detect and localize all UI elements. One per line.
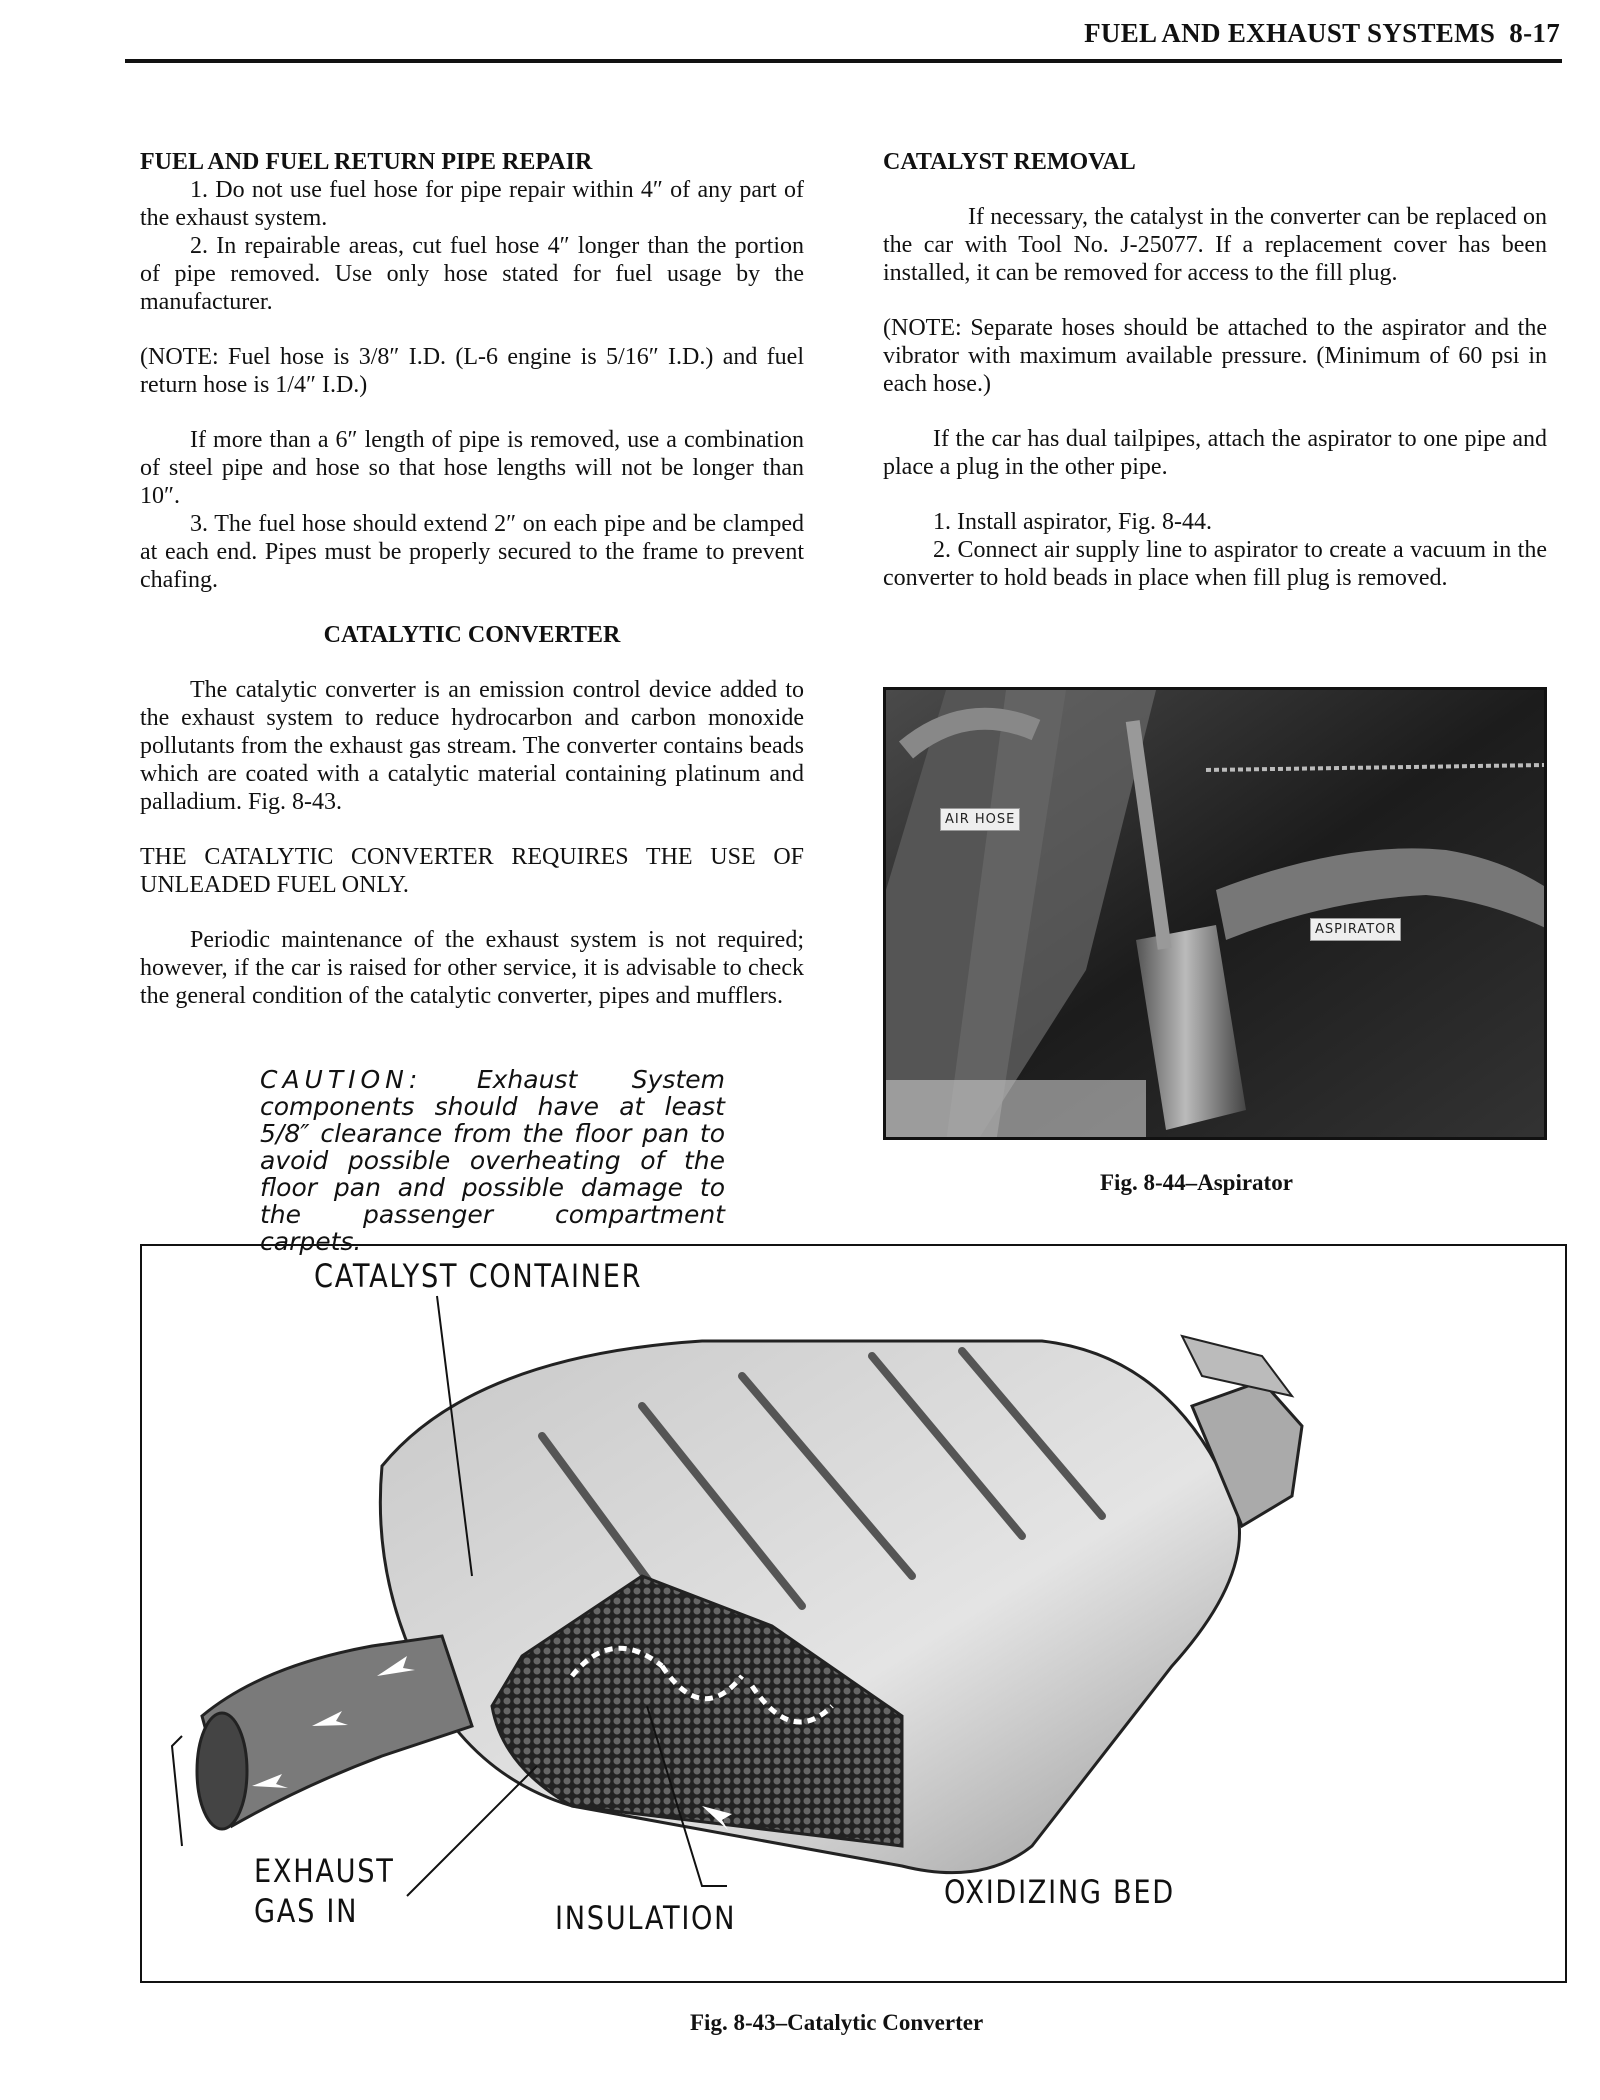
heading-pipe-repair: FUEL AND FUEL RETURN PIPE REPAIR	[140, 149, 593, 175]
caution-note	[260, 1066, 725, 1255]
header-rule	[125, 59, 1562, 63]
catalyst-container-label: CATALYST CONTAINER	[314, 1257, 643, 1295]
paragraph: The catalytic converter is an emission control device added to the exhaust system to reduce hydrocarbon and carbon monoxide pollutants from the exhaust gas stream. The converter contains beads which are coated with a catalytic material containing platinum and palladium. Fig. 8-43.	[140, 677, 804, 815]
paragraph: 3. The fuel hose should extend 2″ on each pipe and be clamped at each end. Pipes must be properly secured to the frame to prevent chafing.	[140, 511, 804, 593]
heading-catalytic-converter: CATALYTIC CONVERTER	[323, 622, 621, 648]
aspirator-photo-image	[886, 690, 1547, 1140]
right-column	[883, 148, 1547, 619]
note: (NOTE: Fuel hose is 3/8″ I.D. (L-6 engine is 5/16″ I.D.) and fuel return hose is 1/4″ I.D.)	[140, 344, 804, 398]
step: 1. Install aspirator, Fig. 8-44.	[933, 509, 1212, 535]
caution-text: Exhaust System components should have at least 5/8″ clearance from the floor pan to avoid possible overheating of the floor pan and possible damage to the passenger compartment carpets.	[260, 1065, 725, 1256]
catalytic-converter-figure	[140, 1244, 1567, 1983]
fig-8-43-caption: Fig. 8-43–Catalytic Converter	[690, 2010, 984, 2035]
air-hose-label: AIR HOSE	[940, 808, 1020, 831]
oxidizing-bed-label: OXIDIZING BED	[944, 1873, 1175, 1911]
exhaust-gas-in-label	[254, 1851, 395, 1931]
warning-paragraph: THE CATALYTIC CONVERTER REQUIRES THE USE OF UNLEADED FUEL ONLY.	[140, 844, 804, 898]
step: 2. Connect air supply line to aspirator to create a vacuum in the converter to hold beads in place when fill plug is removed.	[883, 537, 1547, 591]
caution-label: CAUTION:	[260, 1065, 423, 1094]
paragraph: If necessary, the catalyst in the converter can be replaced on the car with Tool No. J-25077. If a replacement cover has been installed, it can be removed for access to the fill plug.	[883, 204, 1547, 286]
insulation-label: INSULATION	[555, 1899, 737, 1937]
page-number: 8-17	[1509, 18, 1560, 48]
aspirator-label: ASPIRATOR	[1310, 918, 1401, 941]
fig-8-44-caption: Fig. 8-44–Aspirator	[1100, 1170, 1293, 1195]
paragraph: Periodic maintenance of the exhaust system is not required; however, if the car is raised for other service, it is advisable to check the general condition of the catalytic converter, pipes and mufflers.	[140, 927, 804, 1009]
exhaust-label-line2: GAS IN	[254, 1892, 359, 1930]
note: (NOTE: Separate hoses should be attached to the aspirator and the vibrator with maximum available pressure. (Minimum of 60 psi in each hose.)	[883, 315, 1547, 397]
paragraph: If the car has dual tailpipes, attach the aspirator to one pipe and place a plug in the other pipe.	[883, 426, 1547, 480]
exhaust-label-line1: EXHAUST	[254, 1852, 395, 1890]
paragraph: If more than a 6″ length of pipe is removed, use a combination of steel pipe and hose so that hose lengths will not be longer than 10″.	[140, 427, 804, 509]
paragraph: 2. In repairable areas, cut fuel hose 4″ longer than the portion of pipe removed. Use only hose stated for fuel usage by the manufacturer.	[140, 233, 804, 315]
paragraph: 1. Do not use fuel hose for pipe repair within 4″ of any part of the exhaust system.	[140, 177, 804, 231]
left-column	[140, 148, 804, 1037]
section-title: FUEL AND EXHAUST SYSTEMS	[1084, 18, 1496, 48]
heading-catalyst-removal: CATALYST REMOVAL	[883, 149, 1136, 175]
aspirator-photo	[883, 687, 1547, 1140]
running-header	[1084, 18, 1560, 49]
